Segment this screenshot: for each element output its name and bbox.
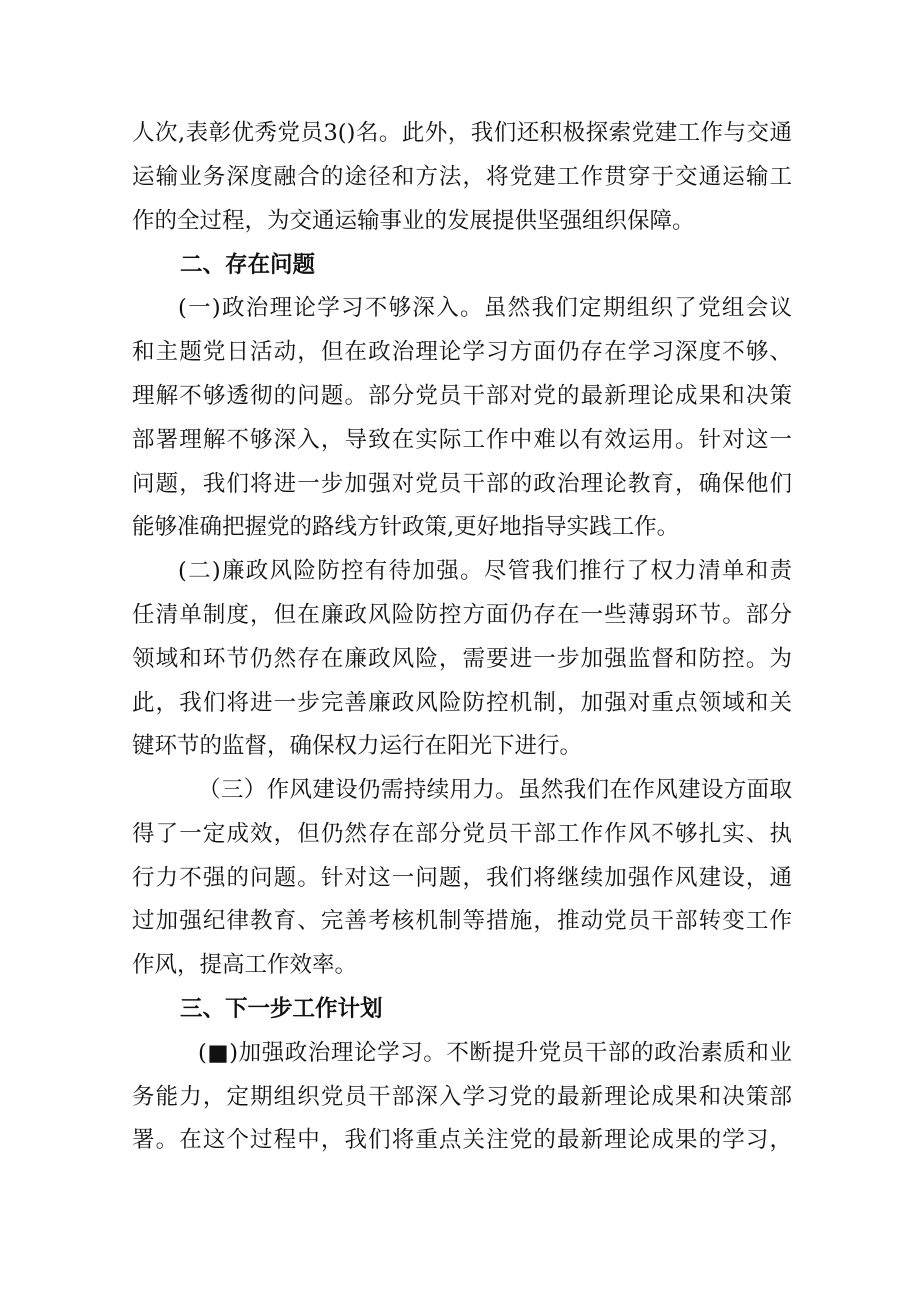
text-line: 理解不够透彻的问题。部分党员干部对党的最新理论成果和决策 [132, 383, 792, 409]
text-line: 键环节的监督，确保权力运行在阳光下进行。 [132, 733, 583, 759]
text-line: 行力不强的问题。针对这一问题，我们将继续加强作风建设，通 [132, 865, 792, 891]
text-line: 署。在这个过程中，我们将重点关注党的最新理论成果的学习， [132, 1127, 792, 1153]
text-line: 作的全过程，为交通运输事业的发展提供坚强组织保障。 [132, 208, 695, 234]
text-line: 问题，我们将进一步加强对党员干部的政治理论教育，确保他们 [132, 471, 792, 497]
text-line: 作风，提高工作效率。 [132, 952, 358, 978]
text-line: 部署理解不够深入，导致在实际工作中难以有效运用。针对这一 [132, 427, 792, 453]
text-line: 人次,表彰优秀党员3()名。此外，我们还积极探索党建工作与交通 [132, 120, 792, 146]
text-line: 运输业务深度融合的途径和方法，将党建工作贯穿于交通运输工 [132, 164, 792, 190]
text-line: (一)政治理论学习不够深入。虽然我们定期组织了党组会议 [178, 295, 792, 321]
text-line: 和主题党日活动，但在政治理论学习方面仍存在学习深度不够、 [132, 339, 792, 365]
text-line: 务能力，定期组织党员干部深入学习党的最新理论成果和决策部 [132, 1084, 792, 1110]
text-line: （三）作风建设仍需持续用力。虽然我们在作风建设方面取 [198, 777, 792, 803]
text-line: 过加强纪律教育、完善考核机制等措施，推动党员干部转变工作 [132, 908, 792, 934]
text-line: 任清单制度，但在廉政风险防控方面仍存在一些薄弱环节。部分 [132, 602, 792, 628]
text-line: 此，我们将进一步完善廉政风险防控机制，加强对重点领域和关 [132, 690, 792, 716]
text-line: (■)加强政治理论学习。不断提升党员干部的政治素质和业 [198, 1040, 792, 1066]
text-line: 得了一定成效，但仍然存在部分党员干部工作作风不够扎实、执 [132, 821, 792, 847]
text-line: 领域和环节仍然存在廉政风险，需要进一步加强监督和防控。为 [132, 646, 792, 672]
section-heading: 二、存在问题 [180, 252, 316, 278]
text-line: 能够准确把握党的路线方针政策,更好地指导实践工作。 [132, 514, 680, 540]
text-line: (二)廉政风险防控有待加强。尽管我们推行了权力清单和责 [178, 558, 792, 584]
section-heading: 三、下一步工作计划 [180, 996, 383, 1022]
